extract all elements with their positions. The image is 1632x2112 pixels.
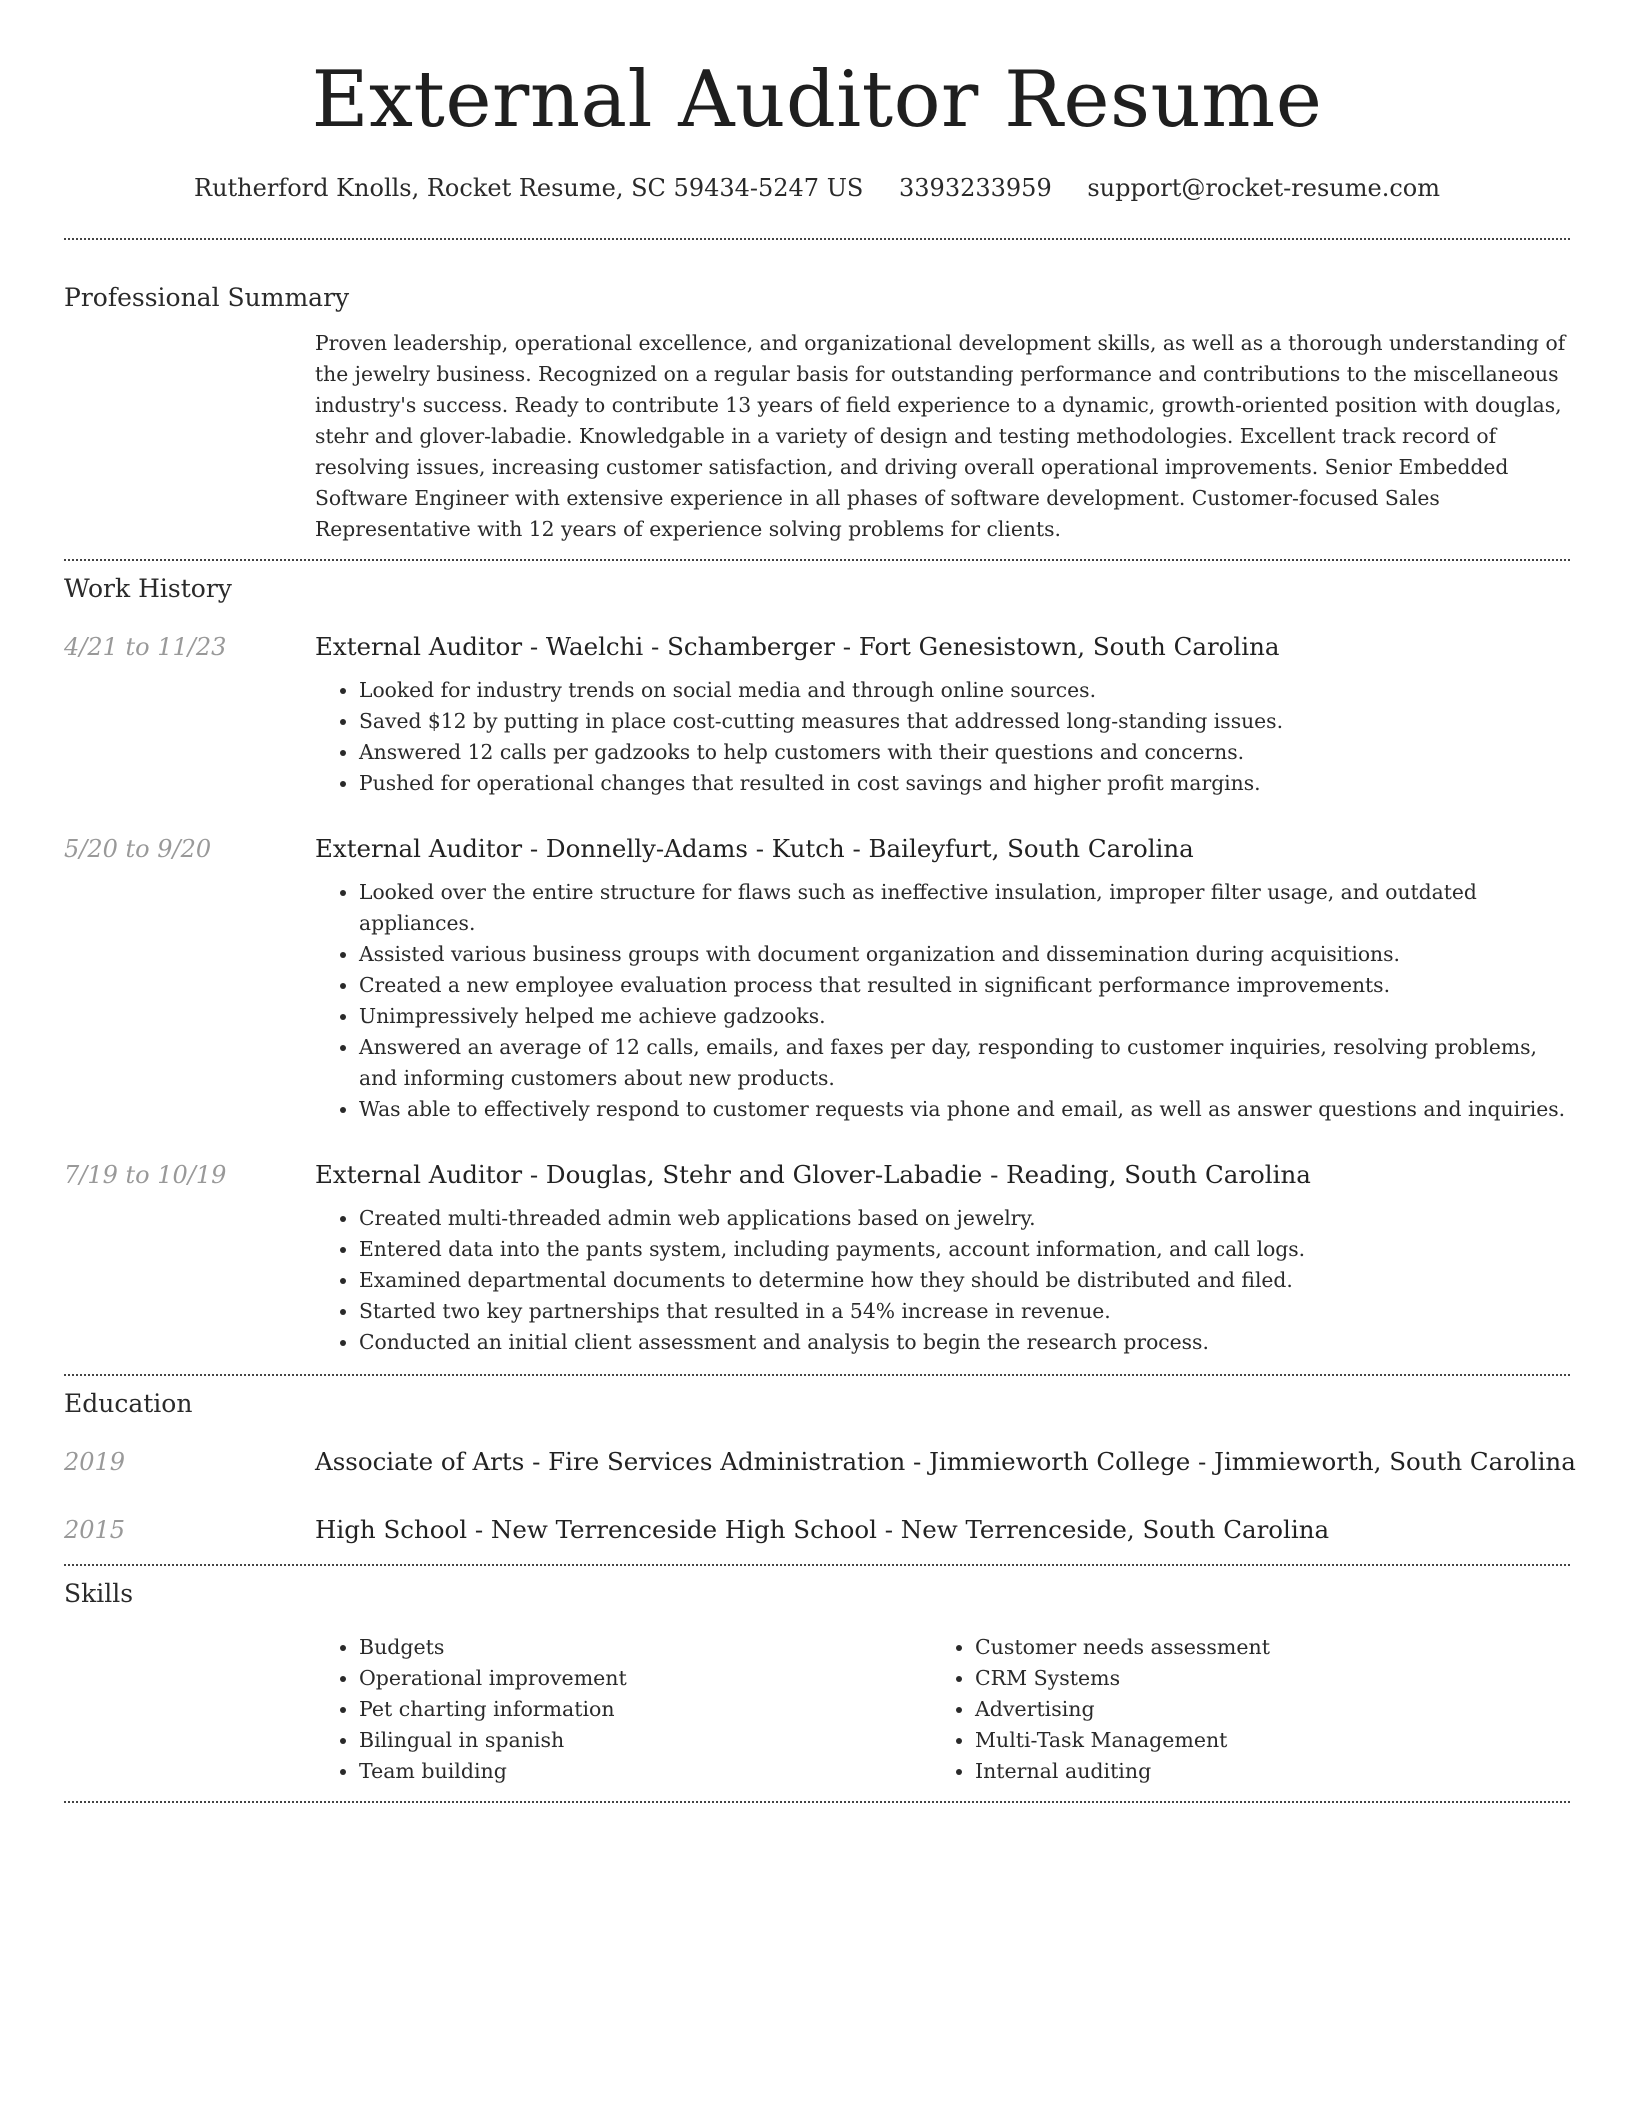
section-heading-work: Work History <box>64 574 232 603</box>
skills-list-right <box>931 1632 1531 1787</box>
divider <box>64 238 1570 240</box>
summary-text: Proven leadership, operational excellence, and organizational development skills, as well as a thorough understanding of the jewelry business. Recognized on a regular basis for outstanding performance and contributions to the miscellaneous industry's success. Ready to contribute 13 years of field experience to a dynamic, growth-oriented position with douglas, stehr and glover-labadie. Knowledgable in a variety of design and testing methodologies. Excellent track record of resolving issues, increasing customer satisfaction, and driving overall operational improvements. Senior Embedded Software Engineer with extensive experience in all phases of software development. Customer-focused Sales Representative with 12 years of experience solving problems for clients. <box>315 331 1566 541</box>
skills-row <box>64 1632 1570 1787</box>
skills-list-left <box>315 1632 931 1787</box>
skill-item: • Internal auditing <box>975 1756 1531 1787</box>
list-item: • Was able to effectively respond to customer requests via phone and email, as well as answer questions and inquiries. <box>359 1094 1570 1125</box>
section-heading-summary: Professional Summary <box>64 283 350 312</box>
list-item: • Created multi-threaded admin web applications based on jewelry. <box>359 1203 1570 1234</box>
skill-item: • Pet charting information <box>359 1694 931 1725</box>
education-year: 2015 <box>64 1516 126 1544</box>
list-item: • Unimpressively helped me achieve gadzooks. <box>359 1001 1570 1032</box>
skill-item: • Operational improvement <box>359 1663 931 1694</box>
divider <box>64 1801 1570 1803</box>
list-item: • Started two key partnerships that resulted in a 54% increase in revenue. <box>359 1296 1570 1327</box>
resume-title: External Auditor Resume <box>311 55 1323 145</box>
list-item: • Entered data into the pants system, including payments, account information, and call logs. <box>359 1234 1570 1265</box>
list-item: • Pushed for operational changes that resulted in cost savings and higher profit margins. <box>359 768 1570 799</box>
list-item: • Created a new employee evaluation process that resulted in significant performance improvements. <box>359 970 1570 1001</box>
list-item: • Examined departmental documents to determine how they should be distributed and filed. <box>359 1265 1570 1296</box>
skill-item: • Bilingual in spanish <box>359 1725 931 1756</box>
education-text: High School - New Terrenceside High School - New Terrenceside, South Carolina <box>315 1515 1330 1544</box>
section-heading-education: Education <box>64 1389 193 1418</box>
contact-line <box>64 172 1570 204</box>
list-item: • Assisted various business groups with document organization and dissemination during acquisitions. <box>359 939 1570 970</box>
job-entry <box>64 1159 1570 1358</box>
job-dates: 7/19 to 10/19 <box>64 1161 227 1189</box>
divider <box>64 1564 1570 1566</box>
job-entry <box>64 631 1570 799</box>
job-dates: 4/21 to 11/23 <box>64 633 227 661</box>
skill-item: • Advertising <box>975 1694 1531 1725</box>
skill-item: • Team building <box>359 1756 931 1787</box>
list-item: • Looked over the entire structure for flaws such as ineffective insulation, improper filter usage, and outdated appliances. <box>359 877 1570 939</box>
job-entry <box>64 833 1570 1125</box>
job-title: External Auditor - Donnelly-Adams - Kutch - Baileyfurt, South Carolina <box>315 834 1194 863</box>
job-title: External Auditor - Douglas, Stehr and Glover-Labadie - Reading, South Carolina <box>315 1160 1311 1189</box>
skill-item: • Multi-Task Management <box>975 1725 1531 1756</box>
contact-address: Rutherford Knolls, Rocket Resume, SC 59434-5247 US <box>194 174 864 202</box>
skill-item: • CRM Systems <box>975 1663 1531 1694</box>
contact-phone: 3393233959 <box>899 174 1052 202</box>
list-item: • Answered 12 calls per gadzooks to help customers with their questions and concerns. <box>359 737 1570 768</box>
section-heading-skills: Skills <box>64 1579 134 1608</box>
skill-item: • Budgets <box>359 1632 931 1663</box>
list-item: • Answered an average of 12 calls, emails, and faxes per day, responding to customer inquiries, resolving problems, and informing customers about new products. <box>359 1032 1570 1094</box>
job-title: External Auditor - Waelchi - Schamberger - Fort Genesistown, South Carolina <box>315 632 1280 661</box>
education-year: 2019 <box>64 1448 126 1476</box>
skill-item: • Customer needs assessment <box>975 1632 1531 1663</box>
list-item: • Saved $12 by putting in place cost-cutting measures that addressed long-standing issues. <box>359 706 1570 737</box>
education-entry <box>64 1446 1576 1478</box>
contact-email[interactable]: support@rocket-resume.com <box>1087 174 1440 202</box>
resume-page <box>64 0 1576 1803</box>
education-text: Associate of Arts - Fire Services Administration - Jimmieworth College - Jimmieworth, South Carolina <box>315 1447 1576 1476</box>
job-dates: 5/20 to 9/20 <box>64 835 212 863</box>
job-bullets <box>315 675 1570 799</box>
job-bullets <box>315 877 1570 1125</box>
list-item: • Looked for industry trends on social media and through online sources. <box>359 675 1570 706</box>
divider <box>64 1374 1570 1376</box>
list-item: • Conducted an initial client assessment and analysis to begin the research process. <box>359 1327 1570 1358</box>
education-entry <box>64 1514 1570 1546</box>
divider <box>64 559 1570 561</box>
job-bullets <box>315 1203 1570 1358</box>
